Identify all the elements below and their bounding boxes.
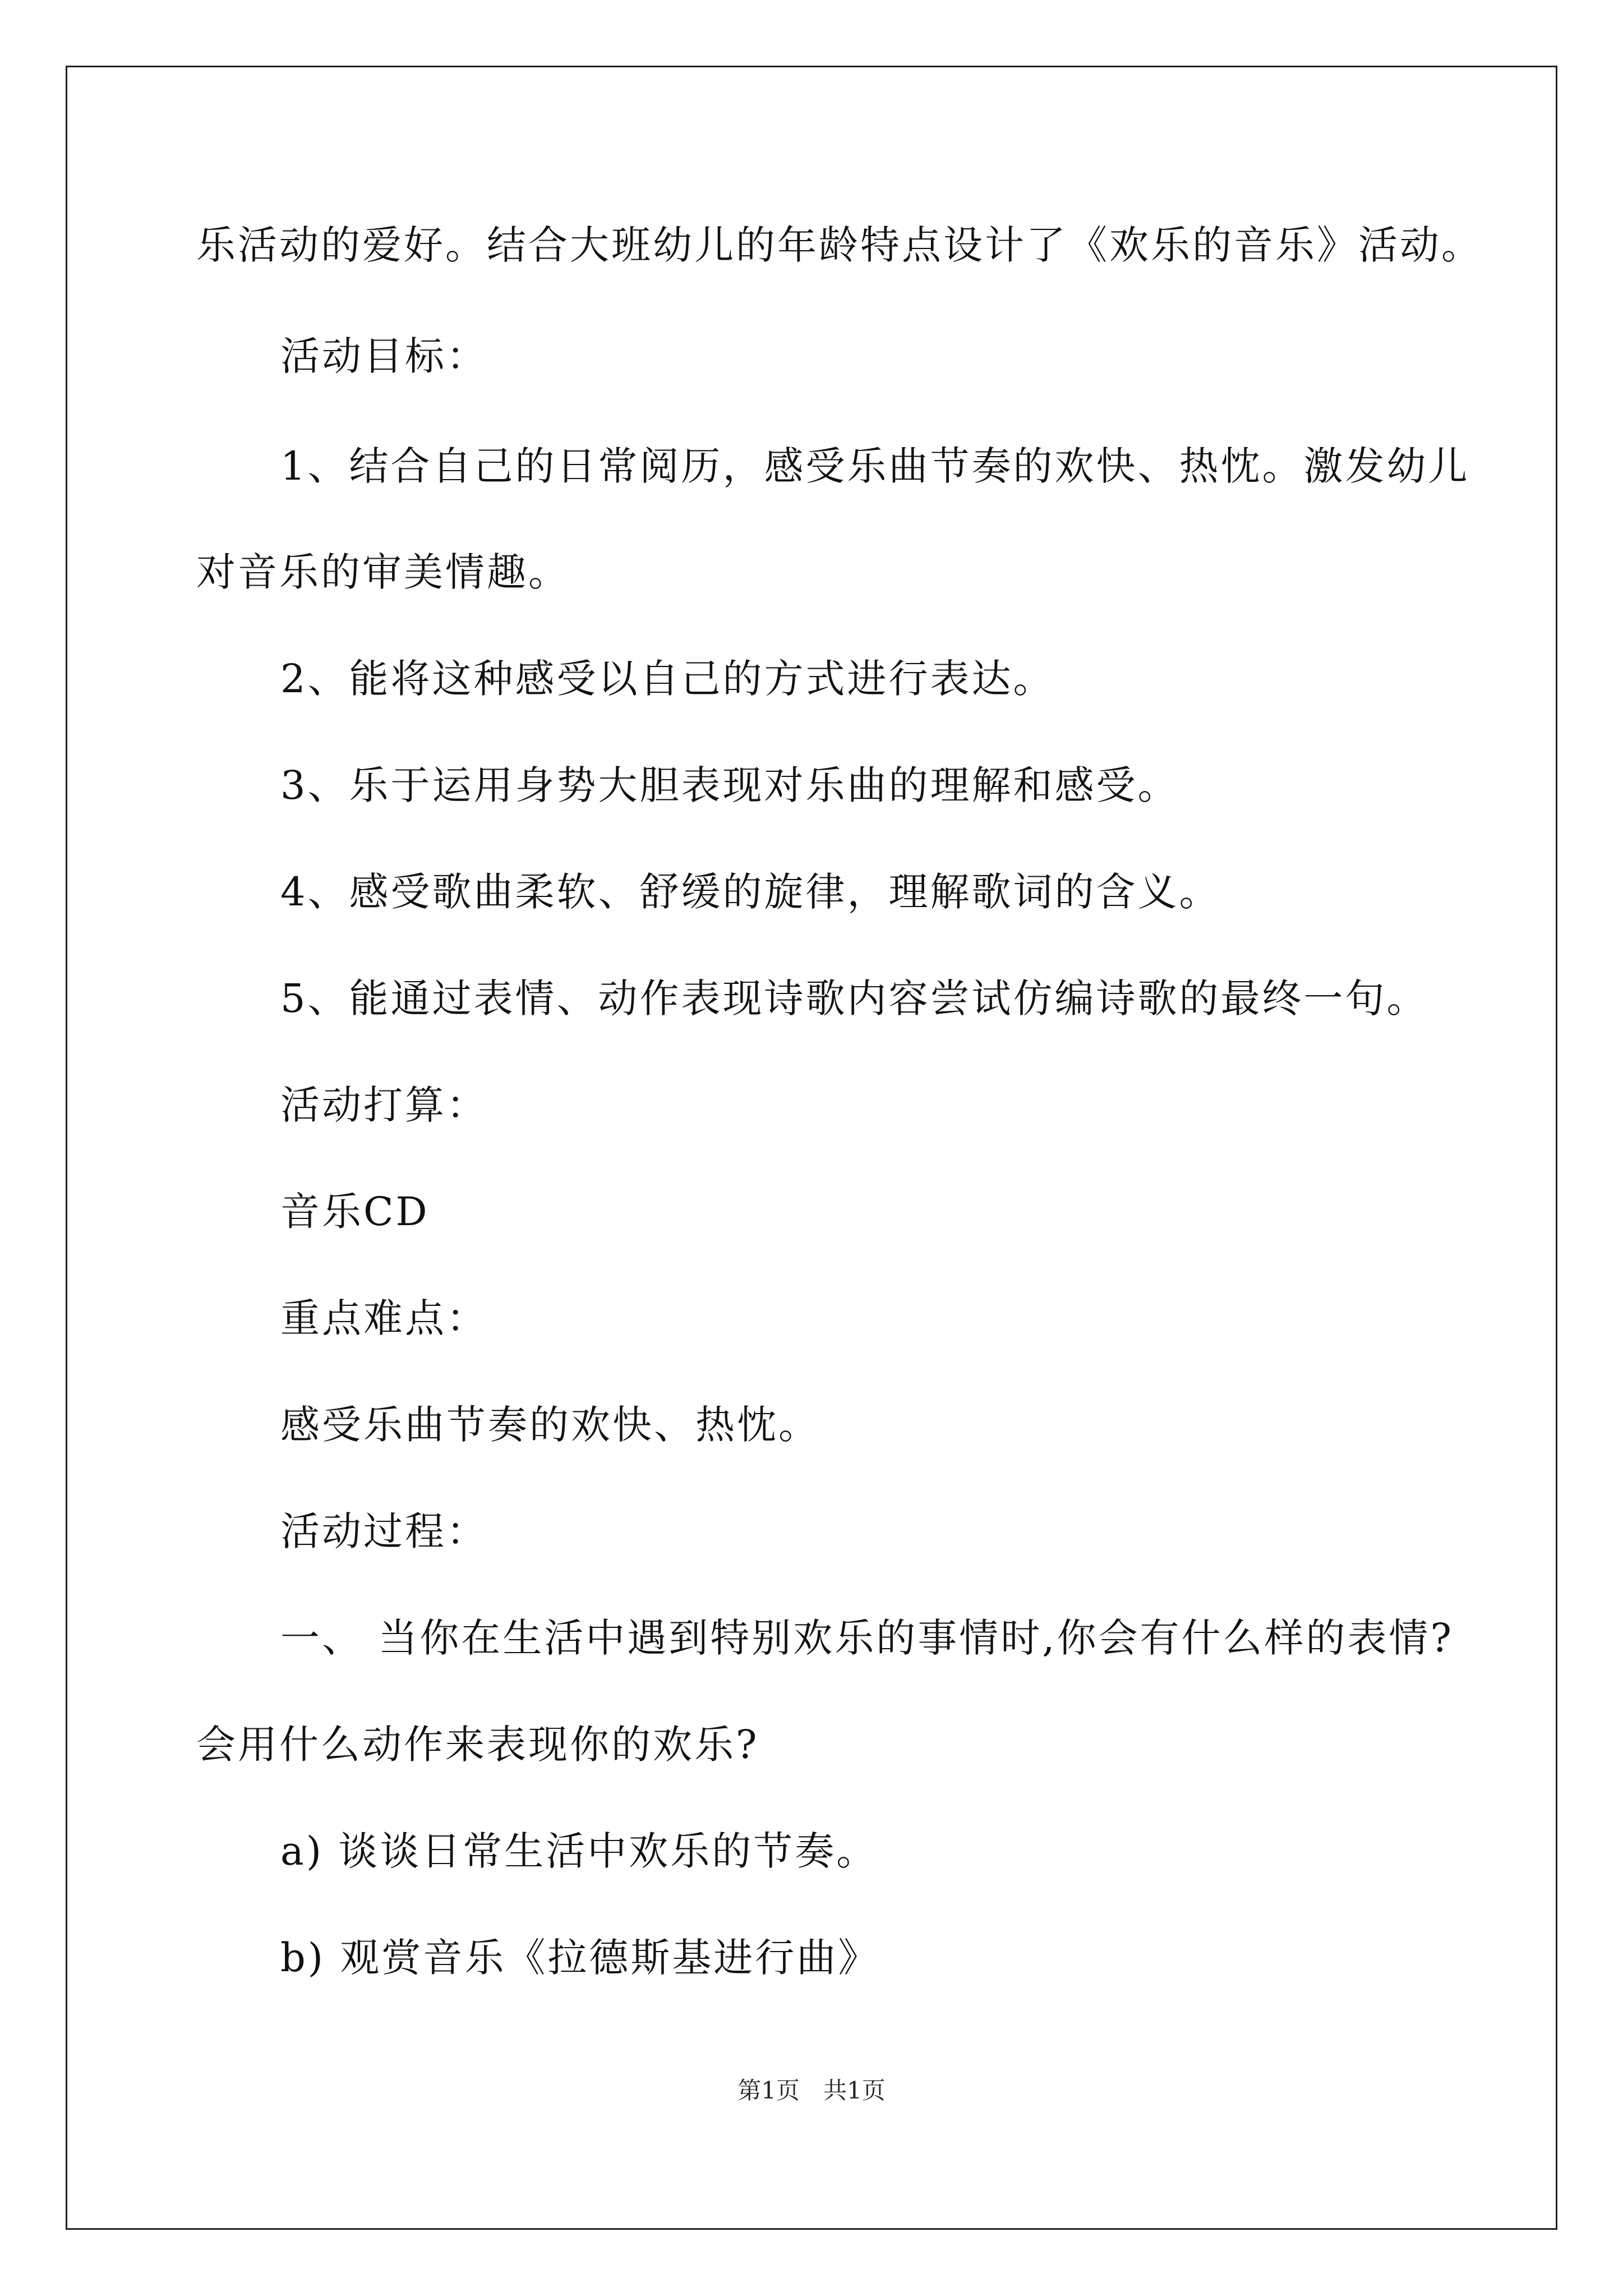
section-heading: 活动过程： <box>280 1508 488 1554</box>
list-item: 3、乐于运用身势大胆表现对乐曲的理解和感受。 <box>280 762 1179 808</box>
paragraph-line: 感受乐曲节奏的欢快、热忱。 <box>280 1402 820 1448</box>
list-item: 一、 当你在生活中遇到特别欢乐的事情时,你会有什么样的表情? <box>280 1615 1454 1661</box>
section-heading: 重点难点： <box>280 1295 488 1341</box>
paragraph-line: 对音乐的审美情趣。 <box>196 549 570 595</box>
list-item: a) 谈谈日常生活中欢乐的节奏。 <box>280 1828 878 1874</box>
list-item: 5、能通过表情、动作表现诗歌内容尝试仿编诗歌的最终一句。 <box>280 976 1428 1022</box>
list-item: b) 观赏音乐《拉德斯基进行曲》 <box>280 1935 880 1981</box>
list-item: 2、能将这种感受以自己的方式进行表达。 <box>280 656 1055 702</box>
page-border <box>66 66 1557 2230</box>
paragraph-line: 会用什么动作来表现你的欢乐? <box>196 1722 759 1768</box>
list-item: 4、感受歌曲柔软、舒缓的旋律，理解歌词的含义。 <box>280 869 1221 915</box>
paragraph-line: 乐活动的爱好。结合大班幼儿的年龄特点设计了《欢乐的音乐》活动。 <box>196 222 1483 268</box>
paragraph-line: 音乐CD <box>280 1189 430 1235</box>
page-footer: 第1页 共1页 <box>737 2077 886 2104</box>
section-heading: 活动目标： <box>280 333 488 379</box>
section-heading: 活动打算： <box>280 1082 488 1128</box>
list-item: 1、结合自己的日常阅历，感受乐曲节奏的欢快、热忱。激发幼儿 <box>280 443 1470 489</box>
